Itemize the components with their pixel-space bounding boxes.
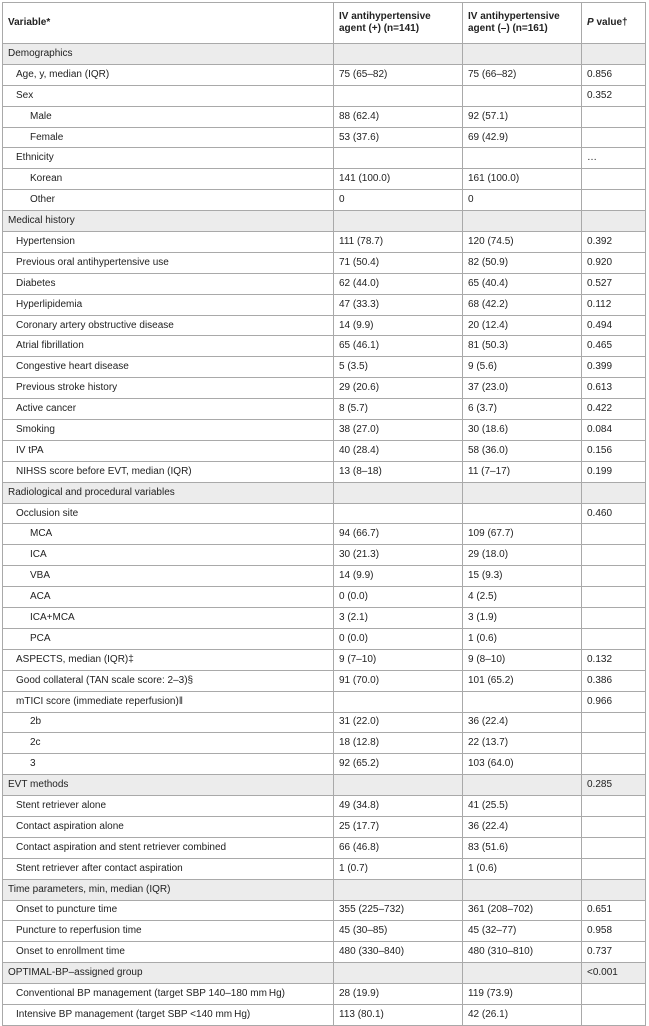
iv-agent-positive-cell: 30 (21.3) <box>334 545 463 566</box>
variable-cell: ASPECTS, median (IQR)‡ <box>3 649 334 670</box>
p-value-cell <box>582 524 646 545</box>
iv-agent-positive-cell <box>334 691 463 712</box>
iv-agent-positive-cell: 53 (37.6) <box>334 127 463 148</box>
iv-agent-negative-cell: 82 (50.9) <box>463 252 582 273</box>
iv-agent-negative-cell: 9 (8–10) <box>463 649 582 670</box>
table-row <box>3 942 646 963</box>
table-row <box>3 545 646 566</box>
iv-agent-negative-cell <box>463 775 582 796</box>
p-value-cell <box>582 190 646 211</box>
variable-cell: Demographics <box>3 44 334 65</box>
variable-cell: Female <box>3 127 334 148</box>
iv-agent-negative-cell: 109 (67.7) <box>463 524 582 545</box>
variable-cell: Radiological and procedural variables <box>3 482 334 503</box>
subheading-row <box>3 691 646 712</box>
iv-agent-positive-cell: 65 (46.1) <box>334 336 463 357</box>
iv-agent-negative-cell: 15 (9.3) <box>463 566 582 587</box>
subheading-row <box>3 148 646 169</box>
variable-cell: ICA+MCA <box>3 608 334 629</box>
p-value-cell <box>582 587 646 608</box>
variable-cell: Onset to puncture time <box>3 900 334 921</box>
iv-agent-positive-cell: 355 (225–732) <box>334 900 463 921</box>
iv-agent-negative-cell <box>463 148 582 169</box>
iv-agent-positive-cell: 29 (20.6) <box>334 378 463 399</box>
table-body <box>3 44 646 1026</box>
iv-agent-negative-cell: 81 (50.3) <box>463 336 582 357</box>
p-value-cell: 0.156 <box>582 440 646 461</box>
table-row <box>3 106 646 127</box>
table-row <box>3 816 646 837</box>
variable-cell: EVT methods <box>3 775 334 796</box>
variable-cell: Intensive BP management (target SBP <140 mm Hg) <box>3 1004 334 1025</box>
p-value-cell: 0.285 <box>582 775 646 796</box>
baseline-characteristics-table-wrapper <box>2 2 645 1026</box>
p-value-cell <box>582 984 646 1005</box>
variable-cell: Active cancer <box>3 399 334 420</box>
iv-agent-negative-cell: 361 (208–702) <box>463 900 582 921</box>
iv-agent-positive-cell: 91 (70.0) <box>334 670 463 691</box>
table-row <box>3 921 646 942</box>
table-row <box>3 336 646 357</box>
iv-agent-positive-cell <box>334 879 463 900</box>
iv-agent-positive-cell: 1 (0.7) <box>334 858 463 879</box>
variable-cell: Contact aspiration alone <box>3 816 334 837</box>
variable-cell: Contact aspiration and stent retriever combined <box>3 837 334 858</box>
table-row <box>3 461 646 482</box>
iv-agent-negative-cell: 9 (5.6) <box>463 357 582 378</box>
header-p-label: value† <box>593 17 628 28</box>
variable-cell: Puncture to reperfusion time <box>3 921 334 942</box>
variable-cell: Previous oral antihypertensive use <box>3 252 334 273</box>
iv-agent-negative-cell: 1 (0.6) <box>463 628 582 649</box>
iv-agent-negative-cell <box>463 482 582 503</box>
table-header-row <box>3 3 646 44</box>
p-value-cell: 0.465 <box>582 336 646 357</box>
section-row <box>3 211 646 232</box>
section-row <box>3 963 646 984</box>
variable-cell: Onset to enrollment time <box>3 942 334 963</box>
section-row <box>3 44 646 65</box>
iv-agent-negative-cell: 1 (0.6) <box>463 858 582 879</box>
p-value-cell: 0.613 <box>582 378 646 399</box>
iv-agent-negative-cell: 22 (13.7) <box>463 733 582 754</box>
p-value-cell <box>582 1004 646 1025</box>
p-value-cell <box>582 566 646 587</box>
p-value-cell: 0.352 <box>582 85 646 106</box>
variable-cell: ICA <box>3 545 334 566</box>
subheading-row <box>3 503 646 524</box>
iv-agent-negative-cell <box>463 503 582 524</box>
table-row <box>3 587 646 608</box>
p-value-cell: 0.920 <box>582 252 646 273</box>
iv-agent-positive-cell: 14 (9.9) <box>334 315 463 336</box>
p-value-cell: … <box>582 148 646 169</box>
variable-cell: mTICI score (immediate reperfusion)‖ <box>3 691 334 712</box>
iv-agent-negative-cell: 75 (66–82) <box>463 64 582 85</box>
variable-cell: Smoking <box>3 420 334 441</box>
iv-agent-negative-cell: 161 (100.0) <box>463 169 582 190</box>
table-row <box>3 754 646 775</box>
p-value-cell <box>582 754 646 775</box>
variable-cell: Ethnicity <box>3 148 334 169</box>
table-row <box>3 315 646 336</box>
table-row <box>3 294 646 315</box>
table-row <box>3 670 646 691</box>
p-value-cell <box>582 169 646 190</box>
iv-agent-negative-cell <box>463 879 582 900</box>
iv-agent-negative-cell: 20 (12.4) <box>463 315 582 336</box>
table-row <box>3 378 646 399</box>
variable-cell: Previous stroke history <box>3 378 334 399</box>
iv-agent-positive-cell: 0 (0.0) <box>334 587 463 608</box>
iv-agent-positive-cell <box>334 85 463 106</box>
table-row <box>3 608 646 629</box>
variable-cell: 2b <box>3 712 334 733</box>
section-row <box>3 775 646 796</box>
p-value-cell: 0.527 <box>582 273 646 294</box>
variable-cell: MCA <box>3 524 334 545</box>
variable-cell: Male <box>3 106 334 127</box>
iv-agent-positive-cell <box>334 775 463 796</box>
variable-cell: Diabetes <box>3 273 334 294</box>
p-value-cell <box>582 545 646 566</box>
iv-agent-positive-cell: 49 (34.8) <box>334 796 463 817</box>
table-row <box>3 712 646 733</box>
variable-cell: Coronary artery obstructive disease <box>3 315 334 336</box>
iv-agent-positive-cell: 8 (5.7) <box>334 399 463 420</box>
iv-agent-negative-cell: 11 (7–17) <box>463 461 582 482</box>
table-row <box>3 649 646 670</box>
iv-agent-positive-cell <box>334 503 463 524</box>
variable-cell: Sex <box>3 85 334 106</box>
iv-agent-positive-cell: 92 (65.2) <box>334 754 463 775</box>
p-value-cell: 0.460 <box>582 503 646 524</box>
variable-cell: Other <box>3 190 334 211</box>
table-row <box>3 273 646 294</box>
iv-agent-negative-cell: 3 (1.9) <box>463 608 582 629</box>
iv-agent-positive-cell: 0 (0.0) <box>334 628 463 649</box>
iv-agent-positive-cell <box>334 963 463 984</box>
variable-cell: 3 <box>3 754 334 775</box>
iv-agent-positive-cell <box>334 211 463 232</box>
p-value-cell <box>582 837 646 858</box>
iv-agent-positive-cell: 28 (19.9) <box>334 984 463 1005</box>
table-row <box>3 127 646 148</box>
iv-agent-negative-cell: 29 (18.0) <box>463 545 582 566</box>
iv-agent-positive-cell: 62 (44.0) <box>334 273 463 294</box>
table-row <box>3 524 646 545</box>
iv-agent-positive-cell: 40 (28.4) <box>334 440 463 461</box>
p-value-cell: 0.199 <box>582 461 646 482</box>
p-value-cell <box>582 858 646 879</box>
table-row <box>3 984 646 1005</box>
header-p-letter: P <box>587 17 594 28</box>
iv-agent-negative-cell <box>463 691 582 712</box>
header-variable: Variable* <box>3 3 334 44</box>
iv-agent-negative-cell: 45 (32–77) <box>463 921 582 942</box>
variable-cell: OPTIMAL-BP–assigned group <box>3 963 334 984</box>
table-row <box>3 837 646 858</box>
p-value-cell: 0.132 <box>582 649 646 670</box>
p-value-cell <box>582 211 646 232</box>
iv-agent-negative-cell: 0 <box>463 190 582 211</box>
p-value-cell <box>582 816 646 837</box>
iv-agent-positive-cell: 75 (65–82) <box>334 64 463 85</box>
iv-agent-negative-cell: 41 (25.5) <box>463 796 582 817</box>
p-value-cell: <0.001 <box>582 963 646 984</box>
variable-cell: Atrial fibrillation <box>3 336 334 357</box>
section-row <box>3 879 646 900</box>
iv-agent-negative-cell: 65 (40.4) <box>463 273 582 294</box>
p-value-cell <box>582 106 646 127</box>
table-row <box>3 64 646 85</box>
variable-cell: IV tPA <box>3 440 334 461</box>
table-row <box>3 169 646 190</box>
iv-agent-positive-cell: 47 (33.3) <box>334 294 463 315</box>
iv-agent-positive-cell: 480 (330–840) <box>334 942 463 963</box>
section-row <box>3 482 646 503</box>
variable-cell: Hypertension <box>3 232 334 253</box>
variable-cell: Conventional BP management (target SBP 140–180 mm Hg) <box>3 984 334 1005</box>
iv-agent-negative-cell <box>463 211 582 232</box>
iv-agent-positive-cell: 14 (9.9) <box>334 566 463 587</box>
variable-cell: Hyperlipidemia <box>3 294 334 315</box>
table-row <box>3 399 646 420</box>
iv-agent-positive-cell: 113 (80.1) <box>334 1004 463 1025</box>
p-value-cell: 0.392 <box>582 232 646 253</box>
iv-agent-negative-cell: 480 (310–810) <box>463 942 582 963</box>
variable-cell: Korean <box>3 169 334 190</box>
iv-agent-negative-cell: 36 (22.4) <box>463 816 582 837</box>
iv-agent-positive-cell: 141 (100.0) <box>334 169 463 190</box>
p-value-cell <box>582 127 646 148</box>
table-row <box>3 420 646 441</box>
p-value-cell: 0.399 <box>582 357 646 378</box>
iv-agent-negative-cell: 36 (22.4) <box>463 712 582 733</box>
iv-agent-positive-cell: 18 (12.8) <box>334 733 463 754</box>
header-p-value <box>582 3 646 44</box>
iv-agent-positive-cell: 13 (8–18) <box>334 461 463 482</box>
variable-cell: Congestive heart disease <box>3 357 334 378</box>
header-iv-agent-positive: IV antihypertensive agent (+) (n=141) <box>334 3 463 44</box>
variable-cell: PCA <box>3 628 334 649</box>
variable-cell: VBA <box>3 566 334 587</box>
variable-cell: Good collateral (TAN scale score: 2–3)§ <box>3 670 334 691</box>
p-value-cell: 0.084 <box>582 420 646 441</box>
p-value-cell <box>582 628 646 649</box>
iv-agent-negative-cell: 103 (64.0) <box>463 754 582 775</box>
iv-agent-positive-cell: 3 (2.1) <box>334 608 463 629</box>
variable-cell: NIHSS score before EVT, median (IQR) <box>3 461 334 482</box>
variable-cell: 2c <box>3 733 334 754</box>
variable-cell: Occlusion site <box>3 503 334 524</box>
iv-agent-negative-cell: 83 (51.6) <box>463 837 582 858</box>
iv-agent-positive-cell: 71 (50.4) <box>334 252 463 273</box>
p-value-cell <box>582 712 646 733</box>
table-row <box>3 232 646 253</box>
iv-agent-negative-cell: 92 (57.1) <box>463 106 582 127</box>
iv-agent-positive-cell <box>334 148 463 169</box>
iv-agent-negative-cell: 119 (73.9) <box>463 984 582 1005</box>
iv-agent-negative-cell: 58 (36.0) <box>463 440 582 461</box>
baseline-characteristics-table <box>2 2 646 1026</box>
iv-agent-positive-cell: 66 (46.8) <box>334 837 463 858</box>
iv-agent-negative-cell: 30 (18.6) <box>463 420 582 441</box>
p-value-cell: 0.422 <box>582 399 646 420</box>
table-row <box>3 858 646 879</box>
table-row <box>3 796 646 817</box>
subheading-row <box>3 85 646 106</box>
table-row <box>3 1004 646 1025</box>
p-value-cell <box>582 879 646 900</box>
iv-agent-positive-cell: 38 (27.0) <box>334 420 463 441</box>
p-value-cell: 0.966 <box>582 691 646 712</box>
iv-agent-negative-cell: 69 (42.9) <box>463 127 582 148</box>
iv-agent-negative-cell: 101 (65.2) <box>463 670 582 691</box>
variable-cell: ACA <box>3 587 334 608</box>
iv-agent-negative-cell: 6 (3.7) <box>463 399 582 420</box>
iv-agent-negative-cell: 4 (2.5) <box>463 587 582 608</box>
p-value-cell: 0.737 <box>582 942 646 963</box>
p-value-cell <box>582 733 646 754</box>
iv-agent-positive-cell: 0 <box>334 190 463 211</box>
iv-agent-negative-cell: 120 (74.5) <box>463 232 582 253</box>
iv-agent-negative-cell <box>463 44 582 65</box>
iv-agent-positive-cell: 9 (7–10) <box>334 649 463 670</box>
p-value-cell: 0.958 <box>582 921 646 942</box>
variable-cell: Age, y, median (IQR) <box>3 64 334 85</box>
p-value-cell <box>582 608 646 629</box>
p-value-cell <box>582 796 646 817</box>
iv-agent-negative-cell <box>463 963 582 984</box>
table-row <box>3 900 646 921</box>
variable-cell: Stent retriever alone <box>3 796 334 817</box>
table-row <box>3 566 646 587</box>
iv-agent-negative-cell <box>463 85 582 106</box>
table-row <box>3 733 646 754</box>
variable-cell: Time parameters, min, median (IQR) <box>3 879 334 900</box>
iv-agent-positive-cell <box>334 482 463 503</box>
p-value-cell: 0.856 <box>582 64 646 85</box>
iv-agent-positive-cell: 45 (30–85) <box>334 921 463 942</box>
iv-agent-positive-cell <box>334 44 463 65</box>
iv-agent-positive-cell: 25 (17.7) <box>334 816 463 837</box>
p-value-cell: 0.112 <box>582 294 646 315</box>
iv-agent-negative-cell: 42 (26.1) <box>463 1004 582 1025</box>
iv-agent-negative-cell: 68 (42.2) <box>463 294 582 315</box>
p-value-cell: 0.494 <box>582 315 646 336</box>
p-value-cell <box>582 44 646 65</box>
iv-agent-negative-cell: 37 (23.0) <box>463 378 582 399</box>
table-row <box>3 357 646 378</box>
variable-cell: Stent retriever after contact aspiration <box>3 858 334 879</box>
p-value-cell: 0.651 <box>582 900 646 921</box>
table-row <box>3 190 646 211</box>
iv-agent-positive-cell: 94 (66.7) <box>334 524 463 545</box>
variable-cell: Medical history <box>3 211 334 232</box>
iv-agent-positive-cell: 5 (3.5) <box>334 357 463 378</box>
header-iv-agent-negative: IV antihypertensive agent (–) (n=161) <box>463 3 582 44</box>
iv-agent-positive-cell: 88 (62.4) <box>334 106 463 127</box>
iv-agent-positive-cell: 31 (22.0) <box>334 712 463 733</box>
iv-agent-positive-cell: 111 (78.7) <box>334 232 463 253</box>
p-value-cell: 0.386 <box>582 670 646 691</box>
p-value-cell <box>582 482 646 503</box>
table-row <box>3 440 646 461</box>
table-row <box>3 252 646 273</box>
table-row <box>3 628 646 649</box>
